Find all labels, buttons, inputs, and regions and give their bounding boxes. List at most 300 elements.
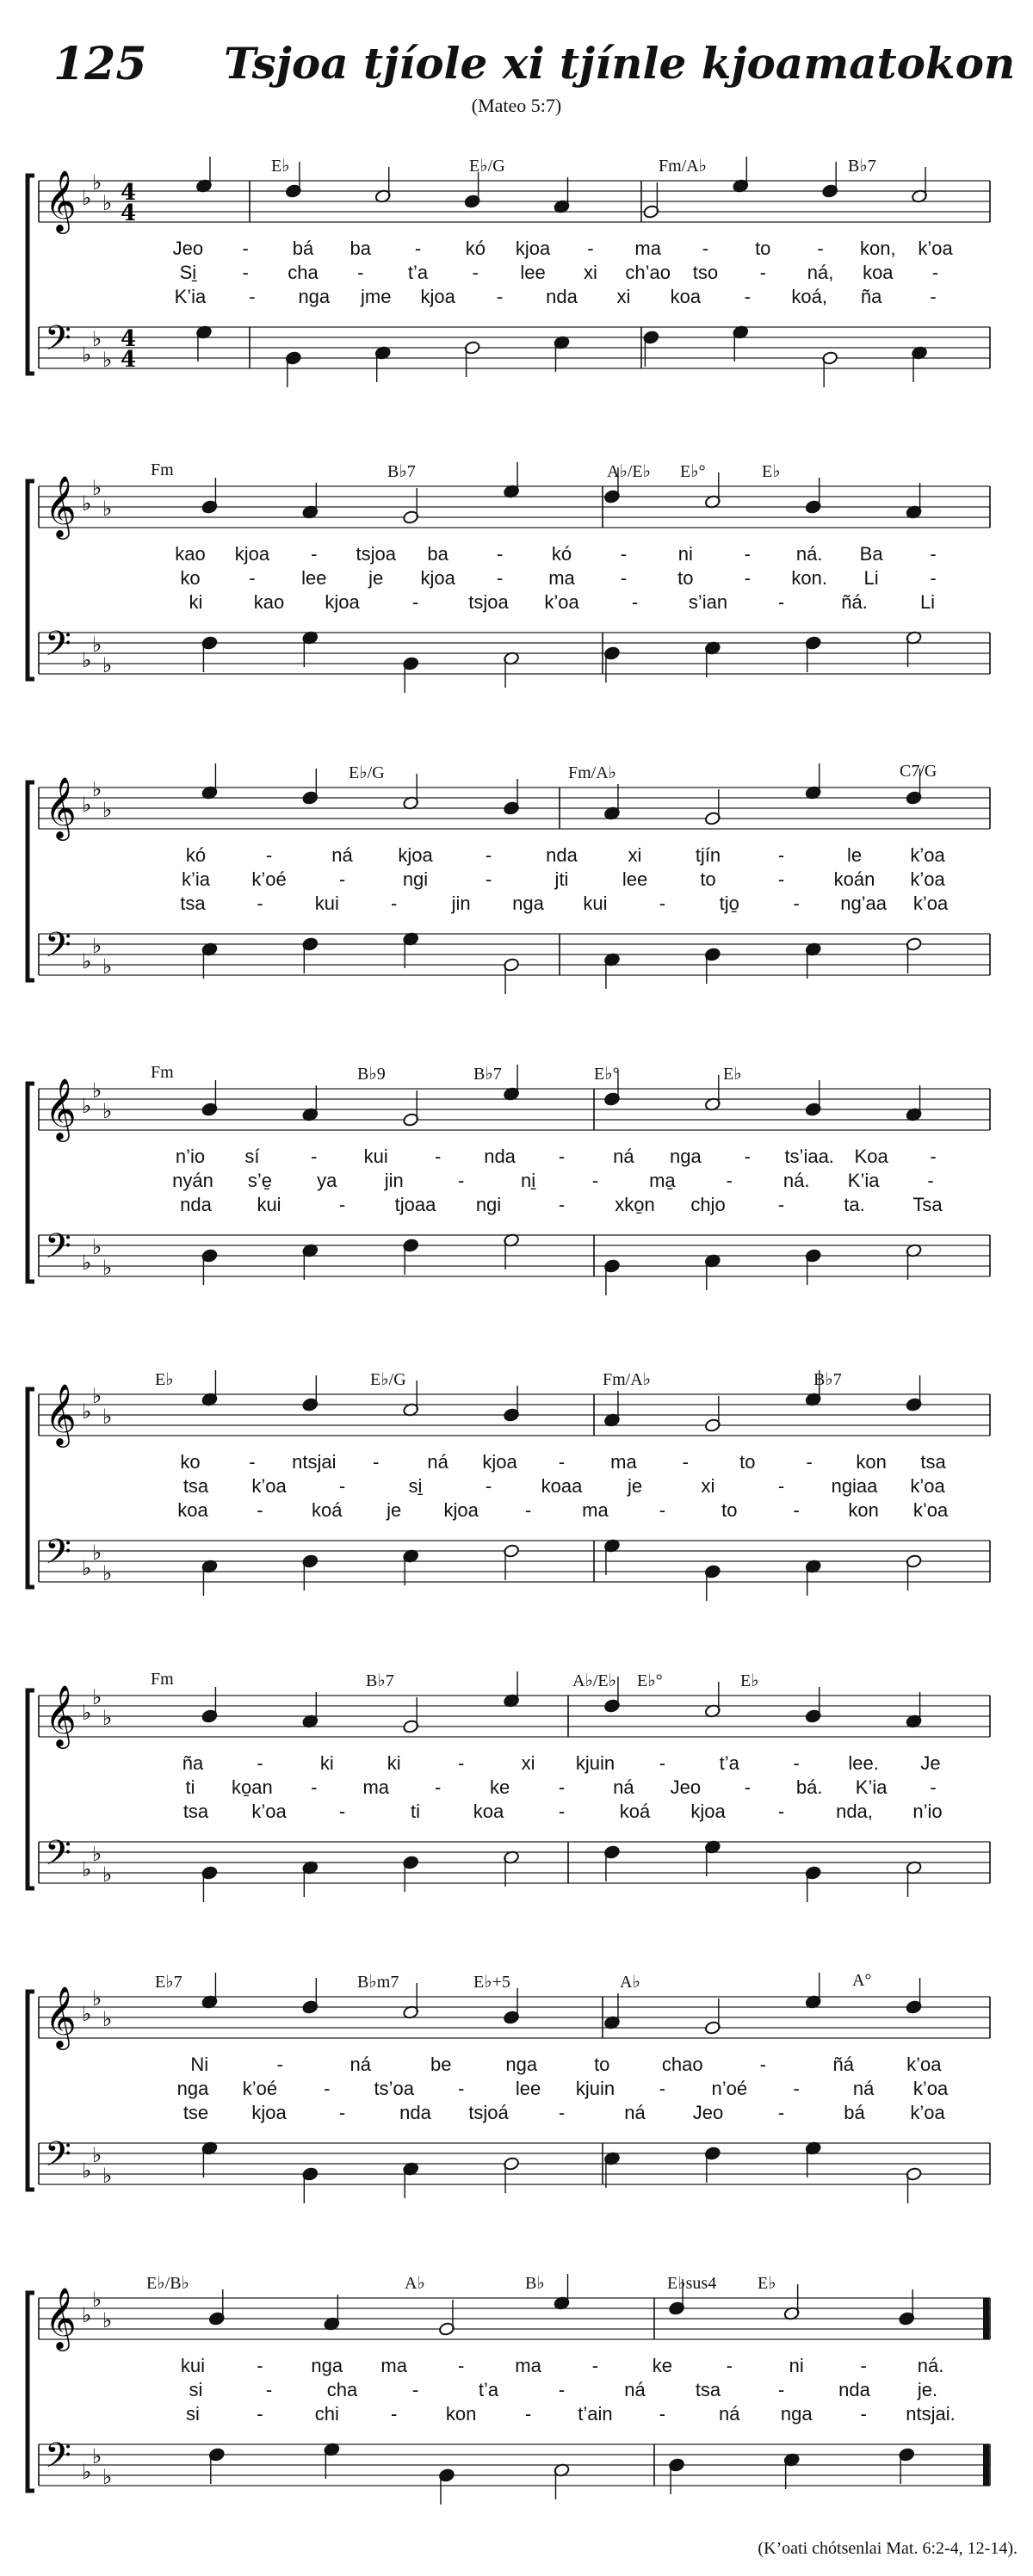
syllable-hyphen: - <box>777 2379 785 2400</box>
syllable-hyphen: - <box>744 286 751 307</box>
lyric-line-verse-1 <box>0 2355 1033 2381</box>
lyric-line-verse-3 <box>0 286 1033 312</box>
lyric-syllable: koá <box>619 1801 651 1822</box>
chord-symbol: B♭7 <box>387 462 416 481</box>
lyric-syllable: k’oa <box>910 844 945 866</box>
lyric-syllable: ni <box>789 2355 804 2376</box>
flat-icon: ♭ <box>102 1863 113 1887</box>
lyric-syllable: kjoa <box>251 2102 287 2123</box>
lyric-line-verse-3 <box>0 2403 1033 2429</box>
lyric-line-verse-3 <box>0 1499 1033 1525</box>
lyric-syllable: ná <box>427 1451 448 1473</box>
lyric-syllable: kon <box>856 1451 887 1473</box>
lyric-syllable: ko <box>180 1451 201 1473</box>
syllable-hyphen: - <box>558 1194 566 1215</box>
lyric-syllable: ngiaa <box>831 1475 878 1497</box>
lyric-syllable: k’oa <box>910 868 945 890</box>
lyric-syllable: to <box>739 1451 756 1473</box>
syllable-hyphen: - <box>744 543 751 565</box>
syllable-hyphen: - <box>496 543 504 565</box>
lyric-syllable: Koa <box>854 1146 888 1167</box>
syllable-hyphen: - <box>620 543 628 565</box>
time-signature: 4 <box>121 326 137 352</box>
chord-symbol: E♭° <box>680 462 706 481</box>
flat-icon: ♭ <box>82 1094 92 1118</box>
chord-symbol: E♭+5 <box>473 1973 510 1992</box>
lyric-line-verse-2 <box>0 1475 1033 1501</box>
lyric-syllable: je <box>627 1475 643 1497</box>
lyric-syllable: kjoa <box>398 844 433 866</box>
flat-icon: ♭ <box>102 954 113 979</box>
lyric-syllable: nda <box>546 844 578 866</box>
lyric-syllable: ná <box>719 2403 740 2425</box>
lyric-syllable: ni <box>677 543 693 565</box>
lyric-syllable: ma <box>548 567 575 589</box>
syllable-hyphen: - <box>930 567 937 589</box>
lyric-syllable: chao <box>661 2054 703 2075</box>
lyric-line-verse-3 <box>0 893 1033 918</box>
flat-icon: ♭ <box>92 1078 102 1103</box>
lyric-syllable: k’ia <box>181 868 211 890</box>
flat-icon: ♭ <box>92 934 102 958</box>
lyric-syllable: tjo̱ <box>719 893 739 914</box>
syllable-hyphen: - <box>414 238 422 259</box>
treble-clef-icon: 𝄞 <box>45 775 77 838</box>
flat-icon: ♭ <box>102 1405 113 1429</box>
lyric-syllable: Je <box>920 1752 941 1774</box>
syllable-hyphen: - <box>591 2355 599 2376</box>
lyric-syllable: ma <box>582 1499 609 1521</box>
syllable-hyphen: - <box>524 1499 532 1521</box>
syllable-hyphen: - <box>257 1499 263 1521</box>
lyric-syllable: tsa <box>182 1475 209 1497</box>
chord-symbol: E♭ <box>723 1065 742 1084</box>
lyric-syllable: k’oa <box>906 2054 942 2075</box>
flat-icon: ♭ <box>92 1842 102 1866</box>
lyric-line-verse-2 <box>0 262 1033 287</box>
flat-icon: ♭ <box>82 648 92 672</box>
lyric-syllable: ná. <box>782 1170 810 1191</box>
lyric-syllable: ki <box>387 1752 401 1774</box>
lyric-syllable: kjoa <box>690 1801 726 1822</box>
syllable-hyphen: - <box>338 1801 346 1822</box>
flat-icon: ♭ <box>92 476 102 500</box>
treble-clef-icon: 𝄞 <box>45 2286 77 2349</box>
chord-symbol: B♭7 <box>473 1065 502 1084</box>
bass-clef-icon: 𝄢 <box>45 2436 71 2484</box>
lyric-syllable: koa <box>863 262 894 283</box>
music-system <box>0 435 1033 719</box>
lyric-syllable: kui <box>257 1194 281 1215</box>
flat-icon: ♭ <box>82 1857 92 1881</box>
lyric-line-verse-3 <box>0 1194 1033 1220</box>
chord-symbol: A♭ <box>620 1973 640 1992</box>
chord-symbol: E♭° <box>637 1671 663 1690</box>
hymn-number: 125 <box>53 38 147 90</box>
lyric-syllable: kon. <box>791 567 827 589</box>
lyric-syllable: kó <box>185 844 207 866</box>
lyric-syllable: jin <box>384 1170 404 1191</box>
lyric-syllable: k’oa <box>918 238 953 259</box>
lyric-syllable: t’a <box>719 1752 739 1774</box>
lyric-syllable: k’oa <box>251 1475 287 1497</box>
lyric-syllable: koán <box>833 868 875 890</box>
syllable-hyphen: - <box>257 893 263 914</box>
flat-icon: ♭ <box>82 1251 92 1275</box>
flat-icon: ♭ <box>102 1256 113 1280</box>
lyric-syllable: ba <box>427 543 448 565</box>
music-system <box>0 1945 1033 2229</box>
lyric-syllable: si <box>186 2403 200 2425</box>
lyric-line-verse-2 <box>0 567 1033 593</box>
lyric-line-verse-1 <box>0 238 1033 263</box>
lyric-syllable: to <box>594 2054 610 2075</box>
chord-symbol: Fm/A♭ <box>659 157 708 176</box>
lyric-syllable: to <box>677 567 694 589</box>
lyric-syllable: k’oa <box>912 1499 949 1521</box>
syllable-hyphen: - <box>793 1499 800 1521</box>
syllable-hyphen: - <box>702 238 709 259</box>
syllable-hyphen: - <box>860 2403 867 2425</box>
lyric-syllable: xi <box>583 262 597 283</box>
syllable-hyphen: - <box>558 1146 566 1167</box>
lyric-line-verse-2 <box>0 1170 1033 1195</box>
lyric-line-verse-3 <box>0 1801 1033 1826</box>
bass-clef-icon: 𝄢 <box>45 925 71 973</box>
syllable-hyphen: - <box>558 2102 566 2123</box>
lyric-syllable: je. <box>917 2379 938 2400</box>
lyric-syllable: kui <box>180 2355 206 2376</box>
chord-symbol: E♭° <box>594 1065 620 1084</box>
lyric-syllable: ma <box>634 238 661 259</box>
lyric-syllable: cha <box>288 262 319 283</box>
lyric-syllable: nga <box>176 2078 209 2099</box>
syllable-hyphen: - <box>744 1776 751 1798</box>
lyric-syllable: ts’iaa. <box>784 1146 834 1167</box>
syllable-hyphen: - <box>257 1752 263 1774</box>
lyric-syllable: tsjoa <box>356 543 396 565</box>
syllable-hyphen: - <box>324 2078 331 2099</box>
music-system <box>0 1343 1033 1627</box>
lyric-syllable: xi <box>628 844 642 866</box>
lyric-syllable: kon <box>445 2403 477 2425</box>
syllable-hyphen: - <box>591 1170 599 1191</box>
lyric-syllable: nda <box>484 1146 516 1167</box>
lyric-syllable: ke <box>489 1776 510 1798</box>
flat-icon: ♭ <box>82 949 92 973</box>
syllable-hyphen: - <box>930 1146 937 1167</box>
syllable-hyphen: - <box>659 1752 666 1774</box>
lyric-syllable: n’io <box>175 1146 206 1167</box>
lyric-syllable: nyán <box>172 1170 213 1191</box>
lyric-syllable: ña <box>182 1752 204 1774</box>
chord-symbol: A♭/E♭ <box>607 462 652 481</box>
lyric-syllable: t’ain <box>578 2403 613 2425</box>
syllable-hyphen: - <box>457 2078 465 2099</box>
lyric-syllable: nda <box>399 2102 431 2123</box>
syllable-hyphen: - <box>434 1146 442 1167</box>
footer-note: (K’oati chótsenlai Mat. 6:2-4, 12-14). <box>758 2539 1018 2558</box>
lyric-syllable: nga <box>311 2355 343 2376</box>
chord-symbol: A♭ <box>405 2274 425 2293</box>
bass-clef-icon: 𝄢 <box>45 1532 71 1580</box>
lyric-syllable: Si̱ <box>179 262 197 283</box>
lyric-syllable: kjoa <box>234 543 270 565</box>
syllable-hyphen: - <box>777 1475 785 1497</box>
flat-icon: ♭ <box>92 633 102 657</box>
lyric-syllable: kao <box>175 543 206 565</box>
lyric-syllable: k’oa <box>912 893 949 914</box>
lyric-syllable: xi <box>616 286 631 307</box>
flat-icon: ♭ <box>102 191 113 215</box>
lyric-syllable: ná. <box>917 2355 944 2376</box>
syllable-hyphen: - <box>777 2102 785 2123</box>
lyric-syllable: nga <box>669 1146 702 1167</box>
syllable-hyphen: - <box>860 2355 867 2376</box>
syllable-hyphen: - <box>793 2078 800 2099</box>
lyric-syllable: si̱ <box>408 1475 423 1497</box>
lyric-syllable: bá. <box>795 1776 823 1798</box>
lyric-syllable: ná <box>624 2379 646 2400</box>
time-signature: 4 <box>121 180 137 206</box>
lyric-syllable: ni̱ <box>520 1170 536 1191</box>
syllable-hyphen: - <box>659 893 666 914</box>
chord-symbol: E♭/G <box>469 157 505 176</box>
syllable-hyphen: - <box>817 238 824 259</box>
lyric-syllable: nda, <box>836 1801 873 1822</box>
flat-icon: ♭ <box>102 2465 113 2489</box>
syllable-hyphen: - <box>620 567 628 589</box>
music-system <box>0 129 1033 413</box>
lyric-syllable: kon, <box>860 238 896 259</box>
syllable-hyphen: - <box>411 2379 419 2400</box>
lyric-syllable: koá <box>312 1499 343 1521</box>
final-barline <box>983 2298 989 2339</box>
lyric-syllable: tsjoa <box>468 591 509 613</box>
chord-symbol: E♭/B♭ <box>146 2274 189 2293</box>
lyric-syllable: koa <box>670 286 702 307</box>
lyric-syllable: tsa <box>920 1451 946 1473</box>
lyric-syllable: ti <box>411 1801 420 1822</box>
lyric-syllable: lee <box>520 262 546 283</box>
flat-icon: ♭ <box>82 186 92 210</box>
syllable-hyphen: - <box>391 893 398 914</box>
syllable-hyphen: - <box>257 2403 263 2425</box>
lyric-syllable: ng’aa <box>840 893 888 914</box>
lyric-syllable: s’e̱ <box>247 1170 272 1191</box>
chord-symbol: B♭7 <box>848 157 876 176</box>
chord-symbol: A° <box>852 1971 872 1990</box>
syllable-hyphen: - <box>659 2078 666 2099</box>
chord-symbol: B♭9 <box>357 1065 386 1084</box>
syllable-hyphen: - <box>931 262 939 283</box>
lyric-syllable: K’ia <box>855 1776 888 1798</box>
lyric-syllable: ma <box>362 1776 389 1798</box>
lyric-line-verse-3 <box>0 591 1033 617</box>
syllable-hyphen: - <box>777 844 785 866</box>
lyric-line-verse-2 <box>0 868 1033 894</box>
flat-icon: ♭ <box>82 793 92 817</box>
chord-symbol: Fm/A♭ <box>603 1370 652 1389</box>
chord-symbol: Fm/A♭ <box>568 763 617 782</box>
lyric-syllable: n’io <box>912 1801 943 1822</box>
lyric-syllable: lee. <box>848 1752 879 1774</box>
syllable-hyphen: - <box>472 262 479 283</box>
syllable-hyphen: - <box>631 591 639 613</box>
lyric-line-verse-2 <box>0 2078 1033 2103</box>
treble-clef-icon: 𝄞 <box>45 169 77 232</box>
lyric-line-verse-1 <box>0 1146 1033 1171</box>
lyric-line-verse-1 <box>0 2054 1033 2079</box>
flat-icon: ♭ <box>92 2444 102 2468</box>
lyric-syllable: jin <box>451 893 471 914</box>
syllable-hyphen: - <box>242 238 249 259</box>
lyric-line-verse-1 <box>0 543 1033 569</box>
flat-icon: ♭ <box>82 343 92 367</box>
lyric-syllable: bá <box>292 238 314 259</box>
lyric-syllable: Li <box>863 567 879 589</box>
syllable-hyphen: - <box>524 2403 532 2425</box>
lyric-syllable: ch’ao <box>625 262 671 283</box>
lyric-syllable: ná <box>349 2054 371 2075</box>
syllable-hyphen: - <box>759 2054 766 2075</box>
syllable-hyphen: - <box>744 1146 751 1167</box>
music-system <box>0 1037 1033 1321</box>
lyric-syllable: k’oé <box>242 2078 278 2099</box>
lyric-syllable: ki <box>189 591 203 613</box>
syllable-hyphen: - <box>265 2379 273 2400</box>
lyric-syllable: K’ia <box>847 1170 880 1191</box>
flat-icon: ♭ <box>102 798 113 822</box>
lyric-syllable: koa <box>177 1499 208 1521</box>
lyric-syllable: k’oa <box>910 2102 945 2123</box>
syllable-hyphen: - <box>777 868 785 890</box>
syllable-hyphen: - <box>311 1146 318 1167</box>
chord-symbol: Fm <box>151 1670 174 1689</box>
chord-symbol: B♭7 <box>813 1370 842 1389</box>
chord-symbol: E♭ <box>271 157 290 176</box>
flat-icon: ♭ <box>82 2460 92 2484</box>
lyric-syllable: ya <box>317 1170 337 1191</box>
lyric-syllable: chjo <box>690 1194 726 1215</box>
syllable-hyphen: - <box>357 262 364 283</box>
lyric-syllable: nda <box>546 286 578 307</box>
syllable-hyphen: - <box>485 1475 492 1497</box>
syllable-hyphen: - <box>338 1194 346 1215</box>
lyric-syllable: kjoa <box>482 1451 517 1473</box>
chord-symbol: E♭ <box>155 1370 174 1389</box>
lyric-syllable: sí <box>244 1146 260 1167</box>
lyric-syllable: je <box>387 1499 402 1521</box>
lyric-syllable: chi <box>314 2403 339 2425</box>
flat-icon: ♭ <box>92 170 102 195</box>
lyric-syllable: kjoa <box>443 1499 479 1521</box>
syllable-hyphen: - <box>682 1451 690 1473</box>
lyric-syllable: ko̱an <box>232 1776 273 1798</box>
flat-icon: ♭ <box>92 2288 102 2312</box>
lyric-syllable: kjoa <box>420 567 455 589</box>
treble-clef-icon: 𝄞 <box>45 1382 77 1445</box>
syllable-hyphen: - <box>558 1451 566 1473</box>
lyric-syllable: tsjoá <box>468 2102 509 2123</box>
chord-symbol: E♭7 <box>155 1973 182 1992</box>
syllable-hyphen: - <box>311 1776 318 1798</box>
syllable-hyphen: - <box>759 262 766 283</box>
lyric-line-verse-1 <box>0 844 1033 870</box>
syllable-hyphen: - <box>257 2355 263 2376</box>
flat-icon: ♭ <box>102 2308 113 2332</box>
lyric-syllable: tjoaa <box>394 1194 436 1215</box>
syllable-hyphen: - <box>793 1752 800 1774</box>
lyric-syllable: ña <box>860 286 882 307</box>
lyric-syllable: nga <box>505 2054 538 2075</box>
lyric-syllable: k’oa <box>251 1801 287 1822</box>
lyric-syllable: ná <box>852 2078 875 2099</box>
scripture-reference: (Mateo 5:7) <box>471 95 562 116</box>
lyric-syllable: tse <box>182 2102 209 2123</box>
syllable-hyphen: - <box>496 567 504 589</box>
lyric-syllable: koaa <box>541 1475 583 1497</box>
lyric-syllable: nga <box>298 286 331 307</box>
lyric-line-verse-3 <box>0 2102 1033 2128</box>
lyric-syllable: xko̱n <box>615 1194 655 1215</box>
lyric-syllable: to <box>721 1499 738 1521</box>
lyric-syllable: to <box>755 238 771 259</box>
lyric-syllable: kó <box>465 238 486 259</box>
chord-symbol: E♭/G <box>349 763 385 782</box>
syllable-hyphen: - <box>930 286 937 307</box>
flat-icon: ♭ <box>92 1235 102 1259</box>
treble-clef-icon: 𝄞 <box>45 1985 77 2048</box>
flat-icon: ♭ <box>102 1099 113 1123</box>
syllable-hyphen: - <box>485 844 492 866</box>
bass-clef-icon: 𝄢 <box>45 624 71 672</box>
syllable-hyphen: - <box>558 1801 566 1822</box>
flat-icon: ♭ <box>82 1701 92 1725</box>
lyric-syllable: kjoa <box>325 591 360 613</box>
lyric-syllable: k’oa <box>910 1475 945 1497</box>
lyric-syllable: Jeo <box>172 238 204 259</box>
syllable-hyphen: - <box>558 1776 566 1798</box>
lyric-syllable: ntsjai. <box>906 2403 956 2425</box>
lyric-syllable: to <box>700 868 716 890</box>
lyric-syllable: kjoa <box>515 238 551 259</box>
syllable-hyphen: - <box>242 262 249 283</box>
lyric-syllable: ná, <box>807 262 834 283</box>
lyric-syllable: koá, <box>791 286 827 307</box>
lyric-syllable: Ba <box>859 543 883 565</box>
flat-icon: ♭ <box>102 1561 113 1585</box>
lyric-syllable: koa <box>473 1801 504 1822</box>
lyric-syllable: ma̱ <box>649 1170 676 1191</box>
chord-symbol: C7/G <box>900 762 937 781</box>
chord-symbol: E♭/G <box>370 1370 406 1389</box>
lyric-syllable: kon <box>848 1499 879 1521</box>
lyric-syllable: ma <box>380 2355 407 2376</box>
lyric-syllable: tso <box>692 262 719 283</box>
lyric-syllable: si <box>189 2379 203 2400</box>
syllable-hyphen: - <box>265 844 273 866</box>
lyric-syllable: ki <box>319 1752 334 1774</box>
syllable-hyphen: - <box>930 1776 937 1798</box>
lyric-syllable: nda <box>180 1194 212 1215</box>
lyric-syllable: ná <box>624 2102 646 2123</box>
lyric-syllable: tsa <box>182 1801 209 1822</box>
lyric-syllable: jme <box>360 286 392 307</box>
syllable-hyphen: - <box>249 567 256 589</box>
syllable-hyphen: - <box>659 1499 666 1521</box>
lyric-syllable: k’oa <box>912 2078 949 2099</box>
